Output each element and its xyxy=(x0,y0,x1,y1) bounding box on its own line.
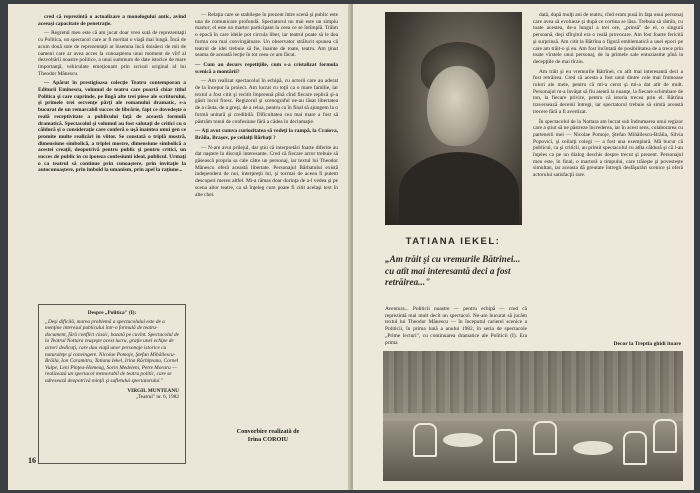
page-number: 16 xyxy=(28,456,36,465)
portrait-photo xyxy=(385,12,522,225)
actress-name: TATIANA IEKEL: xyxy=(405,236,501,247)
review-box-source: „Teatrul" nr. 6, 1982 xyxy=(135,394,179,401)
right-page xyxy=(353,4,694,490)
stage-set-photo xyxy=(383,351,683,481)
right-column xyxy=(533,12,683,337)
article-paragraph: — N-am avut prilejul, dar ştiu că interpretări foarte diferite au dat naştere la discuţii interesante. Cred că fiecare actor trebuie să găsească propria sa cale către un personaj, iar textul lui Theodor Mănescu oferă această libertate. Personajul Bărbatului există independent de noi, interpreţii lui, şi tocmai de aceea îl putem descoperi mereu altfel. Mi-a rămas doar dorinţa de a-l vedea şi pe scena altor teatre, ca să înţeleg cum poate fi citit acelaşi text în alte chei. xyxy=(195,144,338,198)
article-paragraph: — Apărut în prestigioasa colecţie Teatru contemporan a Editurii Eminescu, volumul de teatru care poartă chiar titlul Politica şi care cuprinde, pe lîngă alte trei piese ale scriitorului, şi primele trei secvenţe părţi ale romanului dramatic, s-a bucurat de un remarcabil succes de librărie, fapt ce dovedeşte o reală receptivitate a publicului faţă de această formulă dramatică. Spectacolul şi volumul au fost salutaţi de critici cu o căldură şi o consideraţie care conferă o uşă înaintea unui gen ce promite multe realizări în viitor. Se constată o triplă mostră, dimensiune simbolică, a triplei mostre, dimensiune simbolică a acestei creaţii, deopotrivă pentru public şi pentru critici, un succes de public în cu ipoteza confesiunii ideal, publicul. Urmaţi o ca teatrul să continue prin cunoaştere, prin invitaţie la autocunoaştere, prin imbold la umanism, prin apel la raţiune... xyxy=(38,80,186,174)
interview-question: — Cum au decurs repetiţiile, cum s-a cristalizat formula scenică a montării? xyxy=(195,61,338,75)
article-paragraph: cred că reprezintă o actualizare a monologului antic, avînd aceeaşi capacitate de penetraţie. xyxy=(38,14,186,27)
article-paragraph: Am trăit şi eu vremurile Bătrînei, cu atît mai interesantă deci a fost retrăirea. Cred că acesta a fost unul dintre cele mai frumoase roluri ale mele, pentru că mi-a cerut şi mi-a dat atît de mult. Personajul m-a învăţat să fiu atentă la nuanţe, la fiecare schimbare de ton, la fiecare privire, pentru că istoria trecea prin el. Bătrîna traversează decenii întregi, iar spectatorul trebuie să simtă această trecere fără a fi avertizat. xyxy=(533,68,683,115)
left-column-2 xyxy=(195,12,338,424)
article-paragraph: — Relaţia care se stabileşte în prezent între scenă şi public este una de comunicare profundă. Spectatorul nu mai este un simplu martor; el este un martor participant la ceea ce se întîmplă. Trăim o epocă în care ideile pot circula liber, iar teatrul poate să le dea forma cea mai convingătoare. Un observator strălucit spunea că teatrul de idei trebuie să fie, înainte de toate, teatru. Am ţinut seama de această lecţie în tot ceea ce am făcut. xyxy=(195,12,338,59)
article-paragraph: — Regretul meu este că am jucat doar vreo sută de reprezentaţii cu Politica, un spectacol care ar fi meritat o viaţă mai lungă. Încă de acum două sute de reprezentaţii ar însemna încă doisăeci de mii de oameni care ar avea acces la cunoaşterea unui moment de vîrf al dezvoltării noastre politice, a unui summum de date istorice de mare importanţă, vehiculate emoţionant prin scrisul original al lui Theodor Mănescu. xyxy=(38,30,186,77)
review-box xyxy=(38,304,186,464)
article-paragraph: În spectacolul de la Nottara am lucrat sub îndrumarea unui regizor care a ştiut să ne păstreze încrederea, iar în acest sens, colaborarea cu partenerii mei — Nicolae Pomoje, Ştefan Mihăilescu-Brăila, Silvia Popovici, şi ceilalţi colegi — a fost una exemplară. Mă bucur că publicul, ca şi criticii, au primit spectacolul cu atîta căldură şi că l-au înţeles ca pe un dialog deschis despre trecut şi prezent. Personajul meu este, în final, o martoră a timpului, care trăieşte şi povesteşte simultan, iar aceasta dă greutate întregii desfăşurări scenice şi oferă actorului satisfacţii rare. xyxy=(533,118,683,179)
interview-question: — Aţi avut cumva curiozitatea să vedeţi la rampă, la Craiova, Brăila, Braşov, pe ceilalţi Bărbaţi ? xyxy=(195,128,338,141)
credit-line-1: Convorbire realizată de xyxy=(236,428,300,435)
left-page xyxy=(8,4,351,490)
intro-paragraph: Aventura... Politicii noastre — pentru echipă — cred că reprezintă mai mult decît un spectacol. Ne-am bucurat să jucăm textul lui Theodor Mănescu — în începutul carierei scenice a Politicii, în prima lună a anului 1982, în seria de spectacole „Prime lecturi", cu continuarea dramatice ale Politicii (I). Era prima xyxy=(385,306,527,346)
article-paragraph: — Am realizat spectacolul în echipă, cu actorii care au aderat de la început la proiect. Am lucrat cu toţii ca o mare familie, iar textul a fost citit şi recitit împreună pînă cînd fiecare replică şi-a găsit locul firesc. Regizorul şi scenograful ne-au lăsat libertatea de a căuta, de a greşi, de a relua, pentru ca în final să ajungem la o formă unitară şi credibilă. Dificultatea cea mai mare a fost să păstrăm tonul de confesiune fără a cădea în declamaţie. xyxy=(195,78,338,125)
headline-quote: „Am trăit şi cu vremurile Bătrînei... cu atît mai interesantă deci a fost retrăirea..." xyxy=(385,254,521,287)
credit-line-2: Irina COROIU xyxy=(247,435,289,443)
magazine-spread xyxy=(8,4,694,490)
review-box-body: „Deşi dificilă, marea problemă a spectacolului este de a menţine interesul publicului într-o formulă de teatru-document, fără conflict clasic, bazată pe cuvînt. Spectacolul de la Teatrul Nottara reuşeşte acest lucru, graţie unei echipe de actori dedicaţi, care dau viaţă unor personaje istorice cu naturaleţe şi convingere. Nicolae Pomoje, Ştefan Mihăilescu-Brăila, Ion Caramitru, Tatiana Iekel, Irina Răchiţeanu, Cornel Vulpe, Leni Pinţea-Homeag, Sorin Medeleni, Petre Moraru — realizează un spectacol memorabil de teatru politic, care se adresează deopotrivă minţii şi sufletului spectatorului." xyxy=(45,318,180,384)
photo-caption: Decor la Treptia ghidi itoare xyxy=(613,341,681,347)
review-box-header: Despre „Politica" (I): xyxy=(87,310,137,316)
interview-credit xyxy=(203,428,333,443)
review-box-signature: VIRGIL MUNTEANU xyxy=(127,387,179,394)
left-column-1 xyxy=(38,14,186,299)
article-paragraph: dată, după mulţi ani de teatru, cînd eram pusă în faţa unui personaj care avea să evolueze şi după ce cortina se lăsa. Trebuia să rămîn, cu toate acestea, de-a lungul a trei ore, „prinsă" de el, o singură persoană, deşi sfîrşitul era o reală provocare. Am fost foarte fericită şi surprinsă. Am citit la Bătrîna o figură emblematică a unei epoci pe care am trăit-o şi eu. Am fost încîntată de posibilitatea de a trece prin toate vîrstele unui personaj, de la primele sale entuziasme pînă la decepţiile de mai tîrziu. xyxy=(533,12,683,65)
